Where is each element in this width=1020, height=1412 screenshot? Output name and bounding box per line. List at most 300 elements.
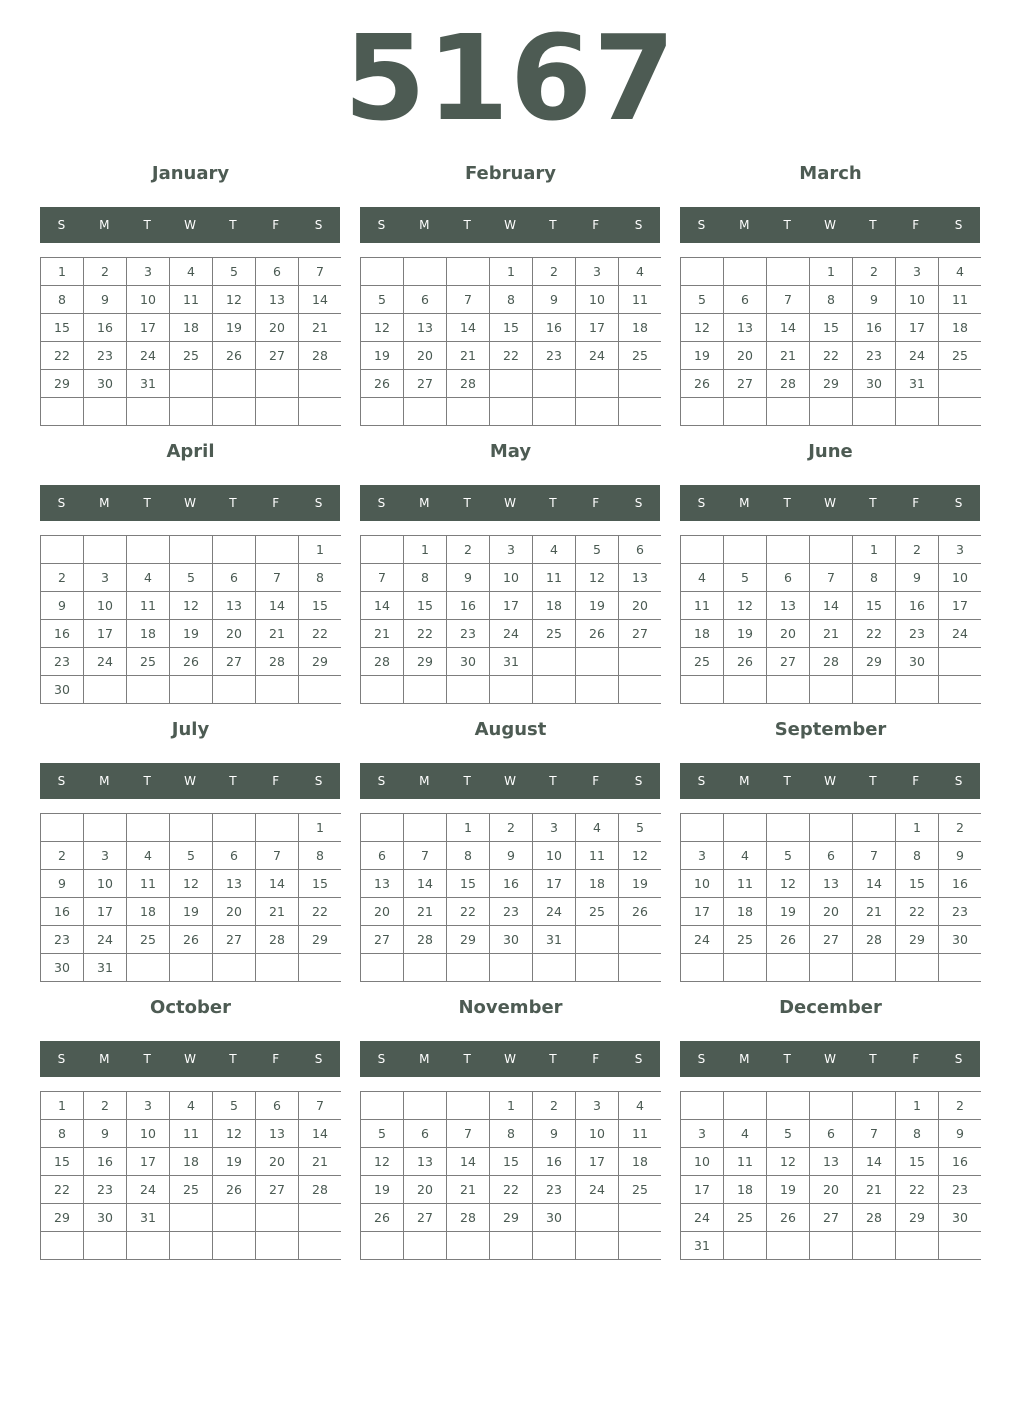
day-cell: 17 <box>681 898 723 925</box>
day-cell: 9 <box>939 1120 981 1147</box>
weekday-header <box>360 763 660 799</box>
weekday-label: T <box>783 1052 791 1066</box>
weekday-label: T <box>143 1052 151 1066</box>
day-grid <box>680 535 981 704</box>
day-cell: 10 <box>84 592 126 619</box>
day-cell: 16 <box>447 592 489 619</box>
day-cell: 2 <box>853 258 895 285</box>
day-cell: 20 <box>404 342 446 369</box>
day-cell: 7 <box>853 842 895 869</box>
empty-cell <box>767 1092 809 1119</box>
weekday-label: T <box>229 774 237 788</box>
empty-cell <box>619 648 661 675</box>
day-cell: 1 <box>896 1092 938 1119</box>
empty-cell <box>256 954 298 981</box>
day-cell: 10 <box>127 286 169 313</box>
empty-cell <box>256 536 298 563</box>
empty-cell <box>127 536 169 563</box>
weekday-label: M <box>99 218 110 232</box>
day-cell: 2 <box>939 1092 981 1119</box>
empty-cell <box>810 1092 852 1119</box>
empty-cell <box>299 1232 341 1259</box>
empty-cell <box>681 258 723 285</box>
day-cell: 31 <box>84 954 126 981</box>
weekday-label: S <box>697 774 706 788</box>
empty-cell <box>404 398 446 425</box>
day-cell: 1 <box>810 258 852 285</box>
day-cell: 24 <box>490 620 532 647</box>
day-cell: 17 <box>681 1176 723 1203</box>
day-cell: 23 <box>490 898 532 925</box>
day-cell: 11 <box>170 286 212 313</box>
day-cell: 14 <box>447 1148 489 1175</box>
day-cell: 16 <box>84 314 126 341</box>
day-cell: 5 <box>361 286 403 313</box>
empty-cell <box>213 1232 255 1259</box>
weekday-label: S <box>634 774 643 788</box>
day-cell: 4 <box>939 258 981 285</box>
weekday-label: S <box>954 1052 963 1066</box>
empty-cell <box>127 814 169 841</box>
empty-cell <box>810 676 852 703</box>
weekday-label: F <box>272 1052 280 1066</box>
empty-cell <box>533 1232 575 1259</box>
weekday-label: F <box>272 496 280 510</box>
day-cell: 23 <box>939 898 981 925</box>
day-cell: 27 <box>619 620 661 647</box>
day-cell: 17 <box>576 314 618 341</box>
weekday-label: W <box>824 774 836 788</box>
day-cell: 11 <box>127 870 169 897</box>
weekday-header <box>680 1041 980 1077</box>
day-cell: 16 <box>41 898 83 925</box>
month-title: July <box>171 719 210 740</box>
day-cell: 19 <box>170 620 212 647</box>
day-cell: 17 <box>84 898 126 925</box>
day-cell: 14 <box>299 1120 341 1147</box>
day-cell: 3 <box>939 536 981 563</box>
weekday-label: T <box>869 496 877 510</box>
day-cell: 17 <box>490 592 532 619</box>
day-grid <box>680 1091 981 1260</box>
day-cell: 29 <box>810 370 852 397</box>
day-cell: 2 <box>84 1092 126 1119</box>
day-cell: 2 <box>447 536 489 563</box>
day-cell: 25 <box>576 898 618 925</box>
weekday-label: S <box>697 218 706 232</box>
empty-cell <box>767 814 809 841</box>
day-cell: 18 <box>939 314 981 341</box>
weekday-label: S <box>314 218 323 232</box>
weekday-header <box>360 207 660 243</box>
day-cell: 10 <box>576 1120 618 1147</box>
day-cell: 9 <box>533 1120 575 1147</box>
empty-cell <box>533 676 575 703</box>
empty-cell <box>361 954 403 981</box>
day-cell: 1 <box>490 1092 532 1119</box>
day-cell: 16 <box>41 620 83 647</box>
day-cell: 25 <box>170 1176 212 1203</box>
day-cell: 1 <box>41 258 83 285</box>
weekday-label: M <box>99 496 110 510</box>
weekday-label: W <box>824 1052 836 1066</box>
empty-cell <box>41 1232 83 1259</box>
empty-cell <box>127 676 169 703</box>
day-cell: 7 <box>299 258 341 285</box>
day-cell: 23 <box>533 1176 575 1203</box>
empty-cell <box>533 370 575 397</box>
day-cell: 17 <box>127 314 169 341</box>
day-cell: 12 <box>681 314 723 341</box>
empty-cell <box>41 536 83 563</box>
empty-cell <box>853 1092 895 1119</box>
weekday-label: M <box>419 496 430 510</box>
month-title: May <box>489 441 532 462</box>
day-cell: 30 <box>939 1204 981 1231</box>
weekday-label: S <box>57 218 66 232</box>
day-cell: 22 <box>41 342 83 369</box>
empty-cell <box>576 648 618 675</box>
empty-cell <box>213 398 255 425</box>
weekday-label: S <box>634 496 643 510</box>
empty-cell <box>810 536 852 563</box>
day-cell: 5 <box>170 564 212 591</box>
day-cell: 19 <box>619 870 661 897</box>
weekday-header <box>40 207 340 243</box>
day-cell: 5 <box>576 536 618 563</box>
weekday-label: T <box>143 218 151 232</box>
day-cell: 26 <box>361 370 403 397</box>
empty-cell <box>256 676 298 703</box>
empty-cell <box>724 258 766 285</box>
empty-cell <box>490 954 532 981</box>
day-cell: 27 <box>810 926 852 953</box>
weekday-label: T <box>783 496 791 510</box>
day-cell: 16 <box>84 1148 126 1175</box>
day-cell: 21 <box>299 1148 341 1175</box>
day-cell: 3 <box>127 1092 169 1119</box>
day-cell: 25 <box>724 1204 766 1231</box>
weekday-label: T <box>549 774 557 788</box>
day-cell: 21 <box>447 1176 489 1203</box>
day-cell: 3 <box>896 258 938 285</box>
weekday-label: S <box>954 774 963 788</box>
day-cell: 24 <box>939 620 981 647</box>
day-cell: 22 <box>490 342 532 369</box>
day-cell: 14 <box>404 870 446 897</box>
day-cell: 15 <box>41 314 83 341</box>
day-cell: 29 <box>404 648 446 675</box>
day-cell: 3 <box>681 1120 723 1147</box>
day-cell: 29 <box>490 1204 532 1231</box>
weekday-label: T <box>869 218 877 232</box>
day-grid <box>680 813 981 982</box>
day-cell: 4 <box>127 842 169 869</box>
month-title: August <box>474 719 547 740</box>
day-cell: 6 <box>213 842 255 869</box>
empty-cell <box>681 536 723 563</box>
day-cell: 12 <box>170 870 212 897</box>
day-cell: 17 <box>939 592 981 619</box>
day-cell: 2 <box>896 536 938 563</box>
day-cell: 13 <box>724 314 766 341</box>
day-cell: 4 <box>533 536 575 563</box>
weekday-label: S <box>634 218 643 232</box>
day-cell: 22 <box>404 620 446 647</box>
day-cell: 30 <box>939 926 981 953</box>
day-cell: 7 <box>447 1120 489 1147</box>
empty-cell <box>619 1232 661 1259</box>
empty-cell <box>447 258 489 285</box>
weekday-label: T <box>229 496 237 510</box>
empty-cell <box>576 398 618 425</box>
day-cell: 10 <box>681 1148 723 1175</box>
day-cell: 30 <box>41 676 83 703</box>
day-cell: 25 <box>724 926 766 953</box>
empty-cell <box>896 954 938 981</box>
empty-cell <box>576 1204 618 1231</box>
day-cell: 5 <box>767 842 809 869</box>
day-cell: 18 <box>127 620 169 647</box>
day-cell: 20 <box>724 342 766 369</box>
day-cell: 15 <box>447 870 489 897</box>
day-cell: 21 <box>853 1176 895 1203</box>
empty-cell <box>127 398 169 425</box>
month-title: February <box>464 163 557 184</box>
day-cell: 5 <box>213 1092 255 1119</box>
empty-cell <box>853 814 895 841</box>
day-cell: 15 <box>404 592 446 619</box>
empty-cell <box>404 1232 446 1259</box>
day-cell: 10 <box>490 564 532 591</box>
empty-cell <box>767 536 809 563</box>
weekday-label: F <box>912 496 920 510</box>
day-cell: 30 <box>84 1204 126 1231</box>
empty-cell <box>447 954 489 981</box>
weekday-label: W <box>184 496 196 510</box>
day-cell: 22 <box>299 620 341 647</box>
day-cell: 17 <box>84 620 126 647</box>
empty-cell <box>724 1232 766 1259</box>
weekday-label: T <box>229 1052 237 1066</box>
weekday-label: T <box>549 496 557 510</box>
day-cell: 19 <box>681 342 723 369</box>
day-cell: 18 <box>619 314 661 341</box>
day-cell: 10 <box>576 286 618 313</box>
day-cell: 8 <box>490 1120 532 1147</box>
day-cell: 19 <box>361 342 403 369</box>
empty-cell <box>84 814 126 841</box>
day-cell: 21 <box>404 898 446 925</box>
day-cell: 17 <box>127 1148 169 1175</box>
day-cell: 31 <box>533 926 575 953</box>
day-cell: 13 <box>810 1148 852 1175</box>
day-cell: 7 <box>256 564 298 591</box>
empty-cell <box>299 370 341 397</box>
empty-cell <box>361 398 403 425</box>
empty-cell <box>213 1204 255 1231</box>
day-cell: 16 <box>939 870 981 897</box>
day-grid <box>40 813 341 982</box>
day-cell: 4 <box>170 258 212 285</box>
day-cell: 12 <box>619 842 661 869</box>
day-cell: 23 <box>41 926 83 953</box>
day-cell: 8 <box>810 286 852 313</box>
day-cell: 10 <box>681 870 723 897</box>
month-title: December <box>779 997 882 1018</box>
day-cell: 31 <box>127 370 169 397</box>
empty-cell <box>619 1204 661 1231</box>
day-cell: 13 <box>213 870 255 897</box>
day-cell: 5 <box>170 842 212 869</box>
day-grid <box>360 535 661 704</box>
weekday-label: T <box>549 1052 557 1066</box>
weekday-header <box>40 763 340 799</box>
day-cell: 1 <box>404 536 446 563</box>
day-cell: 21 <box>256 898 298 925</box>
empty-cell <box>767 1232 809 1259</box>
weekday-label: S <box>57 1052 66 1066</box>
empty-cell <box>404 954 446 981</box>
weekday-label: T <box>549 218 557 232</box>
month-title: March <box>799 163 862 184</box>
empty-cell <box>619 370 661 397</box>
day-cell: 29 <box>41 1204 83 1231</box>
day-cell: 6 <box>256 1092 298 1119</box>
day-cell: 17 <box>576 1148 618 1175</box>
day-cell: 25 <box>170 342 212 369</box>
day-cell: 25 <box>533 620 575 647</box>
day-cell: 22 <box>41 1176 83 1203</box>
weekday-label: W <box>184 774 196 788</box>
day-cell: 18 <box>127 898 169 925</box>
day-cell: 14 <box>256 870 298 897</box>
weekday-header <box>360 485 660 521</box>
day-cell: 16 <box>533 314 575 341</box>
day-cell: 27 <box>404 370 446 397</box>
day-cell: 21 <box>853 898 895 925</box>
day-cell: 1 <box>896 814 938 841</box>
day-cell: 19 <box>213 1148 255 1175</box>
day-cell: 20 <box>213 620 255 647</box>
empty-cell <box>256 814 298 841</box>
day-cell: 14 <box>810 592 852 619</box>
day-cell: 12 <box>724 592 766 619</box>
day-cell: 14 <box>256 592 298 619</box>
empty-cell <box>810 954 852 981</box>
day-cell: 14 <box>853 1148 895 1175</box>
month-title: October <box>150 997 231 1018</box>
empty-cell <box>724 676 766 703</box>
day-cell: 1 <box>853 536 895 563</box>
weekday-label: S <box>954 496 963 510</box>
day-cell: 24 <box>533 898 575 925</box>
day-cell: 13 <box>404 1148 446 1175</box>
weekday-header <box>40 1041 340 1077</box>
day-cell: 18 <box>681 620 723 647</box>
empty-cell <box>41 398 83 425</box>
day-cell: 7 <box>299 1092 341 1119</box>
day-cell: 2 <box>41 842 83 869</box>
day-cell: 20 <box>810 1176 852 1203</box>
month-title: September <box>774 719 887 740</box>
weekday-label: M <box>99 1052 110 1066</box>
day-grid <box>360 1091 661 1260</box>
empty-cell <box>533 954 575 981</box>
day-cell: 4 <box>724 1120 766 1147</box>
day-cell: 29 <box>896 1204 938 1231</box>
day-cell: 28 <box>810 648 852 675</box>
empty-cell <box>767 398 809 425</box>
day-cell: 4 <box>576 814 618 841</box>
day-cell: 11 <box>127 592 169 619</box>
day-cell: 1 <box>299 814 341 841</box>
day-cell: 19 <box>724 620 766 647</box>
weekday-label: F <box>272 774 280 788</box>
day-cell: 8 <box>299 564 341 591</box>
empty-cell <box>299 398 341 425</box>
weekday-label: F <box>592 496 600 510</box>
empty-cell <box>939 1232 981 1259</box>
day-cell: 4 <box>681 564 723 591</box>
empty-cell <box>84 676 126 703</box>
day-cell: 26 <box>767 926 809 953</box>
day-cell: 7 <box>256 842 298 869</box>
day-cell: 24 <box>896 342 938 369</box>
day-cell: 9 <box>41 870 83 897</box>
day-cell: 31 <box>681 1232 723 1259</box>
day-cell: 8 <box>404 564 446 591</box>
day-cell: 13 <box>810 870 852 897</box>
empty-cell <box>853 1232 895 1259</box>
empty-cell <box>681 676 723 703</box>
day-cell: 19 <box>170 898 212 925</box>
day-cell: 25 <box>939 342 981 369</box>
weekday-label: S <box>377 774 386 788</box>
day-cell: 7 <box>853 1120 895 1147</box>
empty-cell <box>127 1232 169 1259</box>
empty-cell <box>619 398 661 425</box>
day-cell: 6 <box>619 536 661 563</box>
day-cell: 6 <box>810 842 852 869</box>
day-cell: 4 <box>619 1092 661 1119</box>
day-cell: 18 <box>533 592 575 619</box>
day-cell: 5 <box>619 814 661 841</box>
weekday-label: W <box>504 218 516 232</box>
day-cell: 18 <box>576 870 618 897</box>
weekday-label: M <box>739 1052 750 1066</box>
day-cell: 20 <box>361 898 403 925</box>
empty-cell <box>361 1232 403 1259</box>
day-cell: 28 <box>853 926 895 953</box>
day-cell: 3 <box>127 258 169 285</box>
day-cell: 27 <box>767 648 809 675</box>
day-cell: 23 <box>939 1176 981 1203</box>
day-cell: 14 <box>299 286 341 313</box>
day-cell: 22 <box>490 1176 532 1203</box>
day-cell: 5 <box>767 1120 809 1147</box>
weekday-label: T <box>869 774 877 788</box>
empty-cell <box>404 1092 446 1119</box>
day-cell: 26 <box>213 342 255 369</box>
day-cell: 27 <box>256 1176 298 1203</box>
day-cell: 27 <box>256 342 298 369</box>
day-cell: 12 <box>213 1120 255 1147</box>
empty-cell <box>361 1092 403 1119</box>
day-cell: 6 <box>404 286 446 313</box>
day-cell: 3 <box>576 258 618 285</box>
empty-cell <box>490 370 532 397</box>
